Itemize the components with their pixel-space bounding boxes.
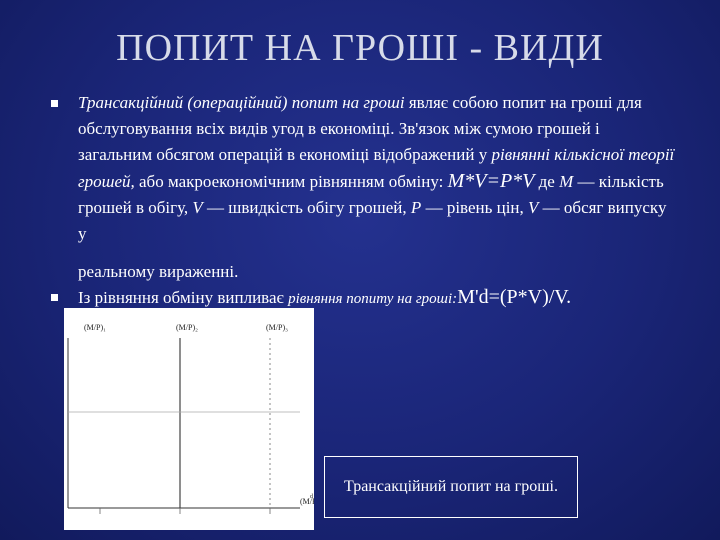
y-label-3: (M/P)₃ [266, 323, 288, 332]
legend-text-c: — швидкість обігу грошей, [202, 198, 411, 217]
definition-text: являє собою попит на гроші для обслуговування всіх видів угод в економіці. Зв'язок між сумою грошей і загальним обсягом операцій в економіці відображений у [78, 93, 642, 164]
symbol-v: V [192, 198, 203, 217]
money-demand-formula: M'd=(P*V)/V. [457, 286, 572, 308]
bullet-1-icon [51, 100, 58, 107]
symbol-p: P [410, 198, 422, 217]
exchange-equation-formula: M*V=P*V [447, 170, 535, 192]
term-money-demand-equation: рівняння попиту на гроші: [288, 291, 458, 307]
y-label-2: (M/P)₂ [176, 323, 198, 332]
bullet-2-icon [51, 294, 58, 301]
term-quantity-theory: рівнянні кількісної теорії грошей, [78, 145, 675, 191]
symbol-v-output: V [528, 198, 539, 217]
graph-caption: Трансакційний попит на гроші. [324, 456, 578, 518]
symbol-m: M [559, 172, 574, 191]
legend-text-b: — кількість грошей в обігу, [78, 172, 664, 217]
x-axis-superscript: d [310, 494, 313, 500]
x-axis-label: (M/ [300, 497, 312, 506]
term-transaction-demand: Трансакційний (операційний) попит на гроші [78, 93, 405, 112]
legend-last-line: реальному вираженні. [78, 262, 239, 281]
slide-title: ПОПИТ НА ГРОШІ - ВИДИ [116, 27, 604, 69]
legend-text-e: — обсяг випуску у [78, 198, 667, 243]
y-label-1: (M/P)₁ [84, 323, 106, 332]
transaction-demand-graph [64, 308, 314, 530]
legend-text-a: де [534, 172, 560, 191]
legend-text-d: — рівень цін, [421, 198, 529, 217]
equation-intro-text: Із рівняння обміну випливає [78, 288, 289, 307]
paragraph-transaction-demand [78, 90, 678, 285]
exchange-equation-text: або макроекономічним рівнянням обміну: [134, 172, 448, 191]
graph-svg [64, 308, 314, 530]
